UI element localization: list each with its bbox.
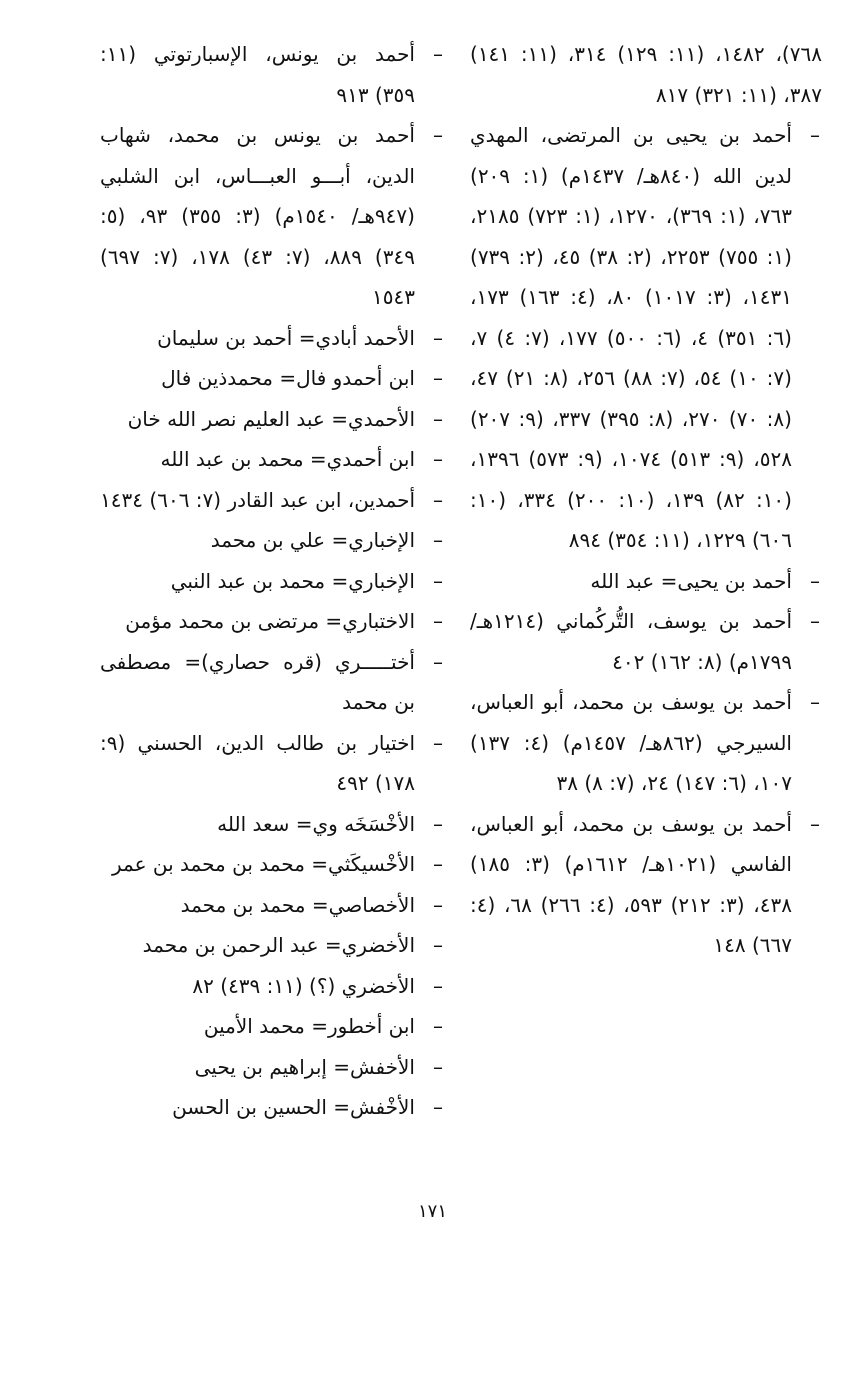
entry-dash: – [433, 892, 443, 917]
entry-text: الإخباري= علي بن محمد [210, 528, 415, 552]
entry-text: ٧٦٨)، ١٤٨٢، (١١: ١٢٩) ٣١٤، (١١: ١٤١) ٣٨٧، (١١: ٣٢١) ٨١٧ [470, 42, 822, 107]
entry-text: الأخْسيكَثي= محمد بن محمد بن عمر [112, 852, 415, 876]
entry-dash: – [433, 568, 443, 593]
entry-text: الإخباري= محمد بن عبد النبي [170, 568, 415, 593]
entry-text: أختـــــري (قره حصاري)= مصطفى بن محمد [100, 649, 415, 714]
index-entry [100, 115, 445, 318]
index-entry [470, 115, 822, 561]
entry-text: الأحمدي= عبد العليم نصر الله خان [127, 406, 415, 431]
entry-dash: – [433, 487, 443, 512]
entry-text: أحمد بن يونس بن محمد، شهاب الدين، أبـــو العبـــاس، ابن الشلبي (٩٤٧هـ/ ١٥٤٠م) (٣: ٣٥٥) ٩٣، (٥: ٣٤٩) ٨٨٩، (٧: ٤٣) ١٧٨، (٧: ٦٩٧) ١٥٤٣ [100, 123, 415, 309]
entry-dash: – [433, 933, 443, 957]
entry-text: اختيار بن طالب الدين، الحسني (٩: ١٧٨) ٤٩٢ [100, 730, 415, 795]
entry-dash: – [433, 325, 443, 350]
entry-text: الأخضري= عبد الرحمن بن محمد [142, 933, 415, 957]
entry-dash: – [810, 123, 820, 147]
entry-dash: – [810, 609, 820, 633]
entry-text: الأحمد أبادي= أحمد بن سليمان [157, 325, 415, 350]
index-entry [470, 804, 822, 966]
index-entry [470, 682, 822, 804]
index-entry [100, 1047, 445, 1088]
entry-dash: – [433, 1095, 443, 1119]
entry-dash: – [433, 528, 443, 552]
entry-dash: – [433, 1054, 443, 1079]
entry-text: أحمد بن يحيى بن المرتضى، المهدي لدين الله (٨٤٠هـ/ ١٤٣٧م) (١: ٢٠٩) ٧٦٣، (١: ٣٦٩)، ١٢٧٠، (١: ٧٢٣) ٢١٨٥، (١: ٧٥٥) ٢٢٥٣، (٢: ٣٨) ٤٥، (٢: ٧٣٩) ١٤٣١، (٣: ١٠١٧) ٨٠، (٤: ١٦٣) ١٧٣، (٦: ٣٥١) ٤، (٦: ٥٠٠) ١٧٧، (٧: ٤) ٧، (٧: ١٠) ٥٤، (٧: ٨٨) ٢٥٦، (٨: ٢١) ٤٧، (٨: ٧٠) ٢٧٠، (٨: ٣٩٥) ٣٣٧، (٩: ٢٠٧) ٥٢٨، (٩: ٥١٣) ١٠٧٤، (٩: ٥٧٣) ١٣٩٦، (١٠: ٨٢) ١٣٩، (١٠: ٢٠٠) ٣٣٤، (١٠: ٦٠٦) ١٢٢٩، (١١: ٣٥٤) ٨٩٤ [470, 123, 792, 552]
page-number: ١٧١ [417, 1201, 447, 1222]
entry-text: أحمد بن يونس، الإسبارتوتي (١١: ٣٥٩) ٩١٣ [100, 42, 415, 107]
index-entry [100, 1087, 445, 1128]
entry-dash: – [433, 609, 443, 633]
index-entry [100, 34, 445, 115]
index-entry [100, 1006, 445, 1047]
index-entry [100, 358, 445, 399]
entry-text: أحمد بن يوسف، التُّركُماني (١٢١٤هـ/ ١٧٩٩م) (٨: ١٦٢) ٤٠٢ [470, 609, 792, 674]
entry-text: الأخفش= إبراهيم بن يحيى [194, 1054, 415, 1079]
entry-dash: – [433, 447, 443, 471]
entry-dash: – [810, 690, 820, 714]
entry-dash: – [433, 406, 443, 431]
entry-dash: – [433, 1014, 443, 1038]
entry-text: ابن أحمدو فال= محمدذين فال [161, 366, 415, 390]
index-entry [100, 723, 445, 804]
entry-text: الأخصاصي= محمد بن محمد [180, 892, 415, 917]
index-column-left [100, 34, 445, 1128]
index-entry [100, 399, 445, 440]
entry-text: الأخضري (؟) (١١: ٤٣٩) ٨٢ [192, 973, 415, 998]
entry-dash: – [433, 730, 443, 755]
entry-dash: – [433, 123, 443, 147]
entry-text: الأخْفش= الحسين بن الحسن [172, 1095, 415, 1119]
index-entry [100, 561, 445, 602]
index-entry [100, 885, 445, 926]
entry-dash: – [433, 366, 443, 390]
entry-dash: – [433, 42, 443, 66]
entry-dash: – [810, 568, 820, 593]
entry-text: أحمد بن يوسف بن محمد، أبو العباس، الفاسي (١٠٢١هـ/ ١٦١٢م) (٣: ١٨٥) ٤٣٨، (٣: ٢١٢) ٥٩٣، (٤: ٢٦٦) ٦٨، (٤: ٦٦٧) ١٤٨ [470, 811, 792, 957]
entry-dash: – [433, 852, 443, 876]
index-entry [470, 601, 822, 682]
entry-text: ابن أحمدي= محمد بن عبد الله [160, 447, 415, 471]
index-entry [100, 520, 445, 561]
entry-text: الأخْسَخَه وي= سعد الله [217, 811, 415, 836]
index-entry [100, 480, 445, 521]
index-entry [470, 34, 822, 115]
entry-dash: – [433, 811, 443, 836]
index-entry [100, 804, 445, 845]
entry-text: أحمدين، ابن عبد القادر (٧: ٦٠٦) ١٤٣٤ [100, 487, 415, 512]
index-entry [100, 844, 445, 885]
entry-text: أحمد بن يوسف بن محمد، أبو العباس، السيرجي (٨٦٢هـ/ ١٤٥٧م) (٤: ١٣٧) ١٠٧، (٦: ١٤٧) ٢٤، (٧: ٨) ٣٨ [470, 690, 792, 795]
index-entry [100, 925, 445, 966]
entry-dash: – [433, 649, 443, 674]
index-entry [100, 966, 445, 1007]
index-entry [100, 439, 445, 480]
index-entry [100, 642, 445, 723]
entry-dash: – [433, 973, 443, 998]
entry-dash: – [810, 811, 820, 836]
index-entry [470, 561, 822, 602]
entry-text: أحمد بن يحيى= عبد الله [590, 568, 792, 593]
index-entry [100, 601, 445, 642]
index-entry [100, 318, 445, 359]
index-column-right [470, 34, 822, 966]
entry-text: ابن أخطور= محمد الأمين [203, 1014, 415, 1038]
entry-text: الاختباري= مرتضى بن محمد مؤمن [125, 609, 415, 633]
